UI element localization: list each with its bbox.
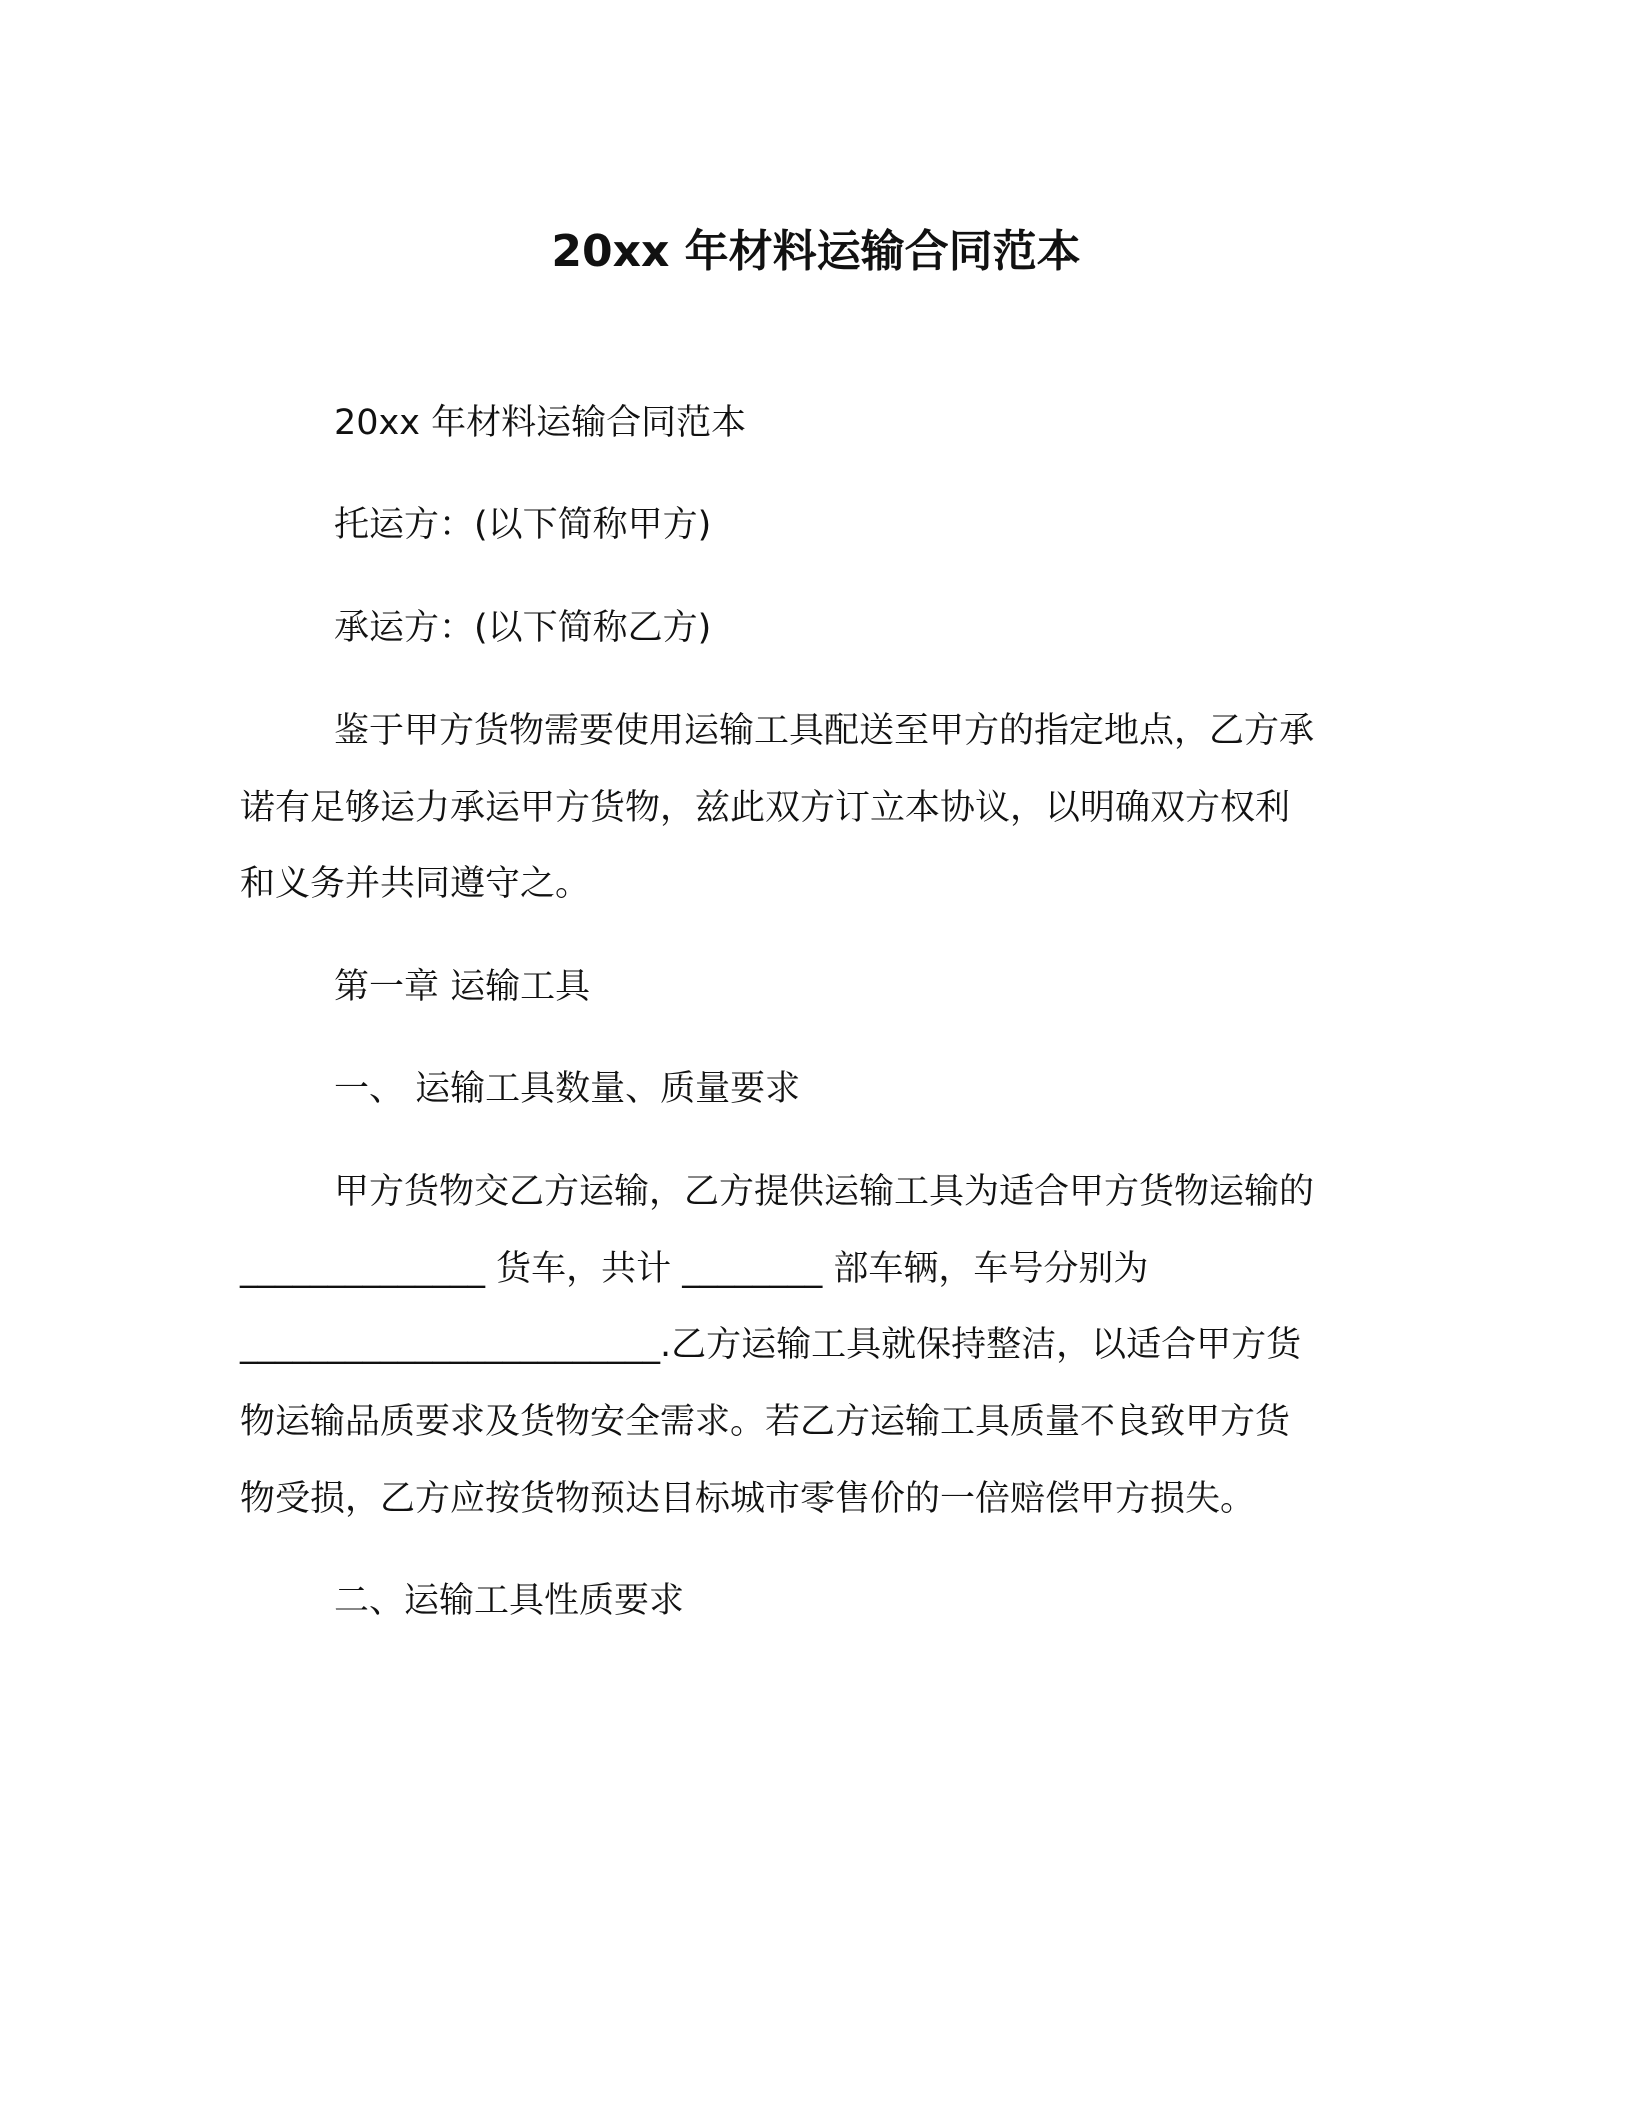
paragraph-line: ________________________.乙方运输工具就保持整洁，以适合甲方货 (240, 1325, 1302, 1365)
paragraph-line: 和义务并共同遵守之。 (240, 864, 591, 904)
chapter-heading: 第一章 运输工具 (334, 967, 591, 1007)
paragraph-line: 物运输品质要求及货物安全需求。若乙方运输工具质量不良致甲方货 (240, 1402, 1291, 1442)
paragraph-line: 物受损，乙方应按货物预达目标城市零售价的一倍赔偿甲方损失。 (240, 1479, 1256, 1519)
paragraph-line: 甲方货物交乙方运输，乙方提供运输工具为适合甲方货物运输的 (334, 1172, 1315, 1212)
paragraph-line: 鉴于甲方货物需要使用运输工具配送至甲方的指定地点，乙方承 (334, 711, 1315, 751)
document-title: 20xx 年材料运输合同范本 (551, 226, 1081, 277)
section-heading: 二、运输工具性质要求 (334, 1581, 685, 1621)
document-subtitle: 20xx 年材料运输合同范本 (334, 403, 747, 443)
shipper-line: 托运方：(以下简称甲方) (334, 505, 712, 545)
carrier-line: 承运方：(以下简称乙方) (334, 608, 712, 648)
paragraph-line: 诺有足够运力承运甲方货物，兹此双方订立本协议，以明确双方权利 (240, 788, 1291, 828)
paragraph-line: ______________ 货车，共计 ________ 部车辆，车号分别为 (240, 1249, 1149, 1289)
section-heading: 一、 运输工具数量、质量要求 (334, 1069, 801, 1109)
